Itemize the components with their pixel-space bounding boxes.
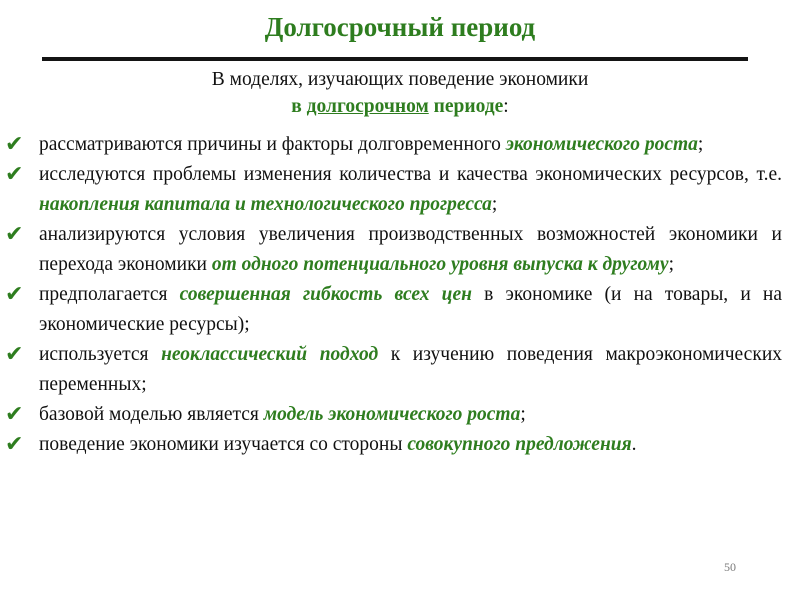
list-item — [0, 130, 800, 160]
bullet-text: исследуются проблемы изменения количества и качества экономических ресурсов, т.е. — [39, 164, 782, 185]
bullet-text-end: ; — [668, 254, 674, 275]
intro-line-1: В моделях, изучающих поведение экономики — [211, 69, 589, 90]
bullet-text-end: ; — [520, 404, 526, 425]
check-icon: ✔ — [5, 432, 24, 457]
bullet-emphasis: совокупного предложения — [407, 434, 632, 455]
bullet-emphasis: модель экономического роста — [263, 404, 521, 425]
check-icon: ✔ — [5, 162, 24, 187]
bullet-emphasis: совершенная гибкость всех цен — [179, 284, 472, 305]
bullet-text-end: . — [631, 434, 637, 455]
check-icon: ✔ — [5, 342, 24, 367]
intro-emphasis-pre: в — [291, 96, 307, 117]
bullet-emphasis: экономического роста — [505, 134, 698, 155]
bullet-text: анализируются условия увеличения производственных возможностей экономики и перехода экономики — [39, 224, 782, 275]
bullet-text: используется — [39, 344, 162, 365]
intro-emphasis-underlined: долгосрочном — [306, 96, 429, 117]
bullet-list — [0, 130, 800, 460]
title-divider — [42, 57, 748, 61]
list-item — [0, 340, 800, 400]
check-icon: ✔ — [5, 282, 24, 307]
bullet-text-end: ; — [491, 194, 498, 215]
list-item — [0, 430, 800, 460]
intro-colon: : — [503, 96, 509, 117]
intro-emphasis — [291, 96, 503, 117]
bullet-emphasis: накопления капитала и технологического прогресса — [39, 194, 492, 215]
bullet-text-end: в экономике (и на товары, и на экономические ресурсы); — [39, 284, 782, 335]
list-item — [0, 280, 800, 340]
bullet-text: базовой моделью является — [39, 404, 264, 425]
list-item — [0, 400, 800, 430]
list-item — [0, 220, 800, 280]
page-number: 50 — [724, 560, 736, 574]
bullet-text-end: к изучению поведения макроэкономических переменных; — [39, 344, 783, 395]
check-icon: ✔ — [5, 132, 24, 157]
bullet-text-end: ; — [697, 134, 704, 155]
intro-line-2 — [0, 93, 800, 120]
bullet-text: поведение экономики изучается со стороны — [39, 434, 408, 455]
check-icon: ✔ — [5, 402, 24, 427]
intro-emphasis-post: периоде — [428, 96, 504, 117]
bullet-emphasis: от одного потенциального уровня выпуска к другому — [211, 254, 669, 275]
bullet-text: предполагается — [39, 284, 180, 305]
bullet-text: рассматриваются причины и факторы долговременного — [39, 134, 506, 155]
list-item — [0, 160, 800, 220]
intro-text — [0, 66, 800, 120]
slide-title: Долгосрочный период — [264, 12, 536, 42]
bullet-emphasis: неоклассический подход — [161, 344, 379, 365]
check-icon: ✔ — [5, 222, 24, 247]
